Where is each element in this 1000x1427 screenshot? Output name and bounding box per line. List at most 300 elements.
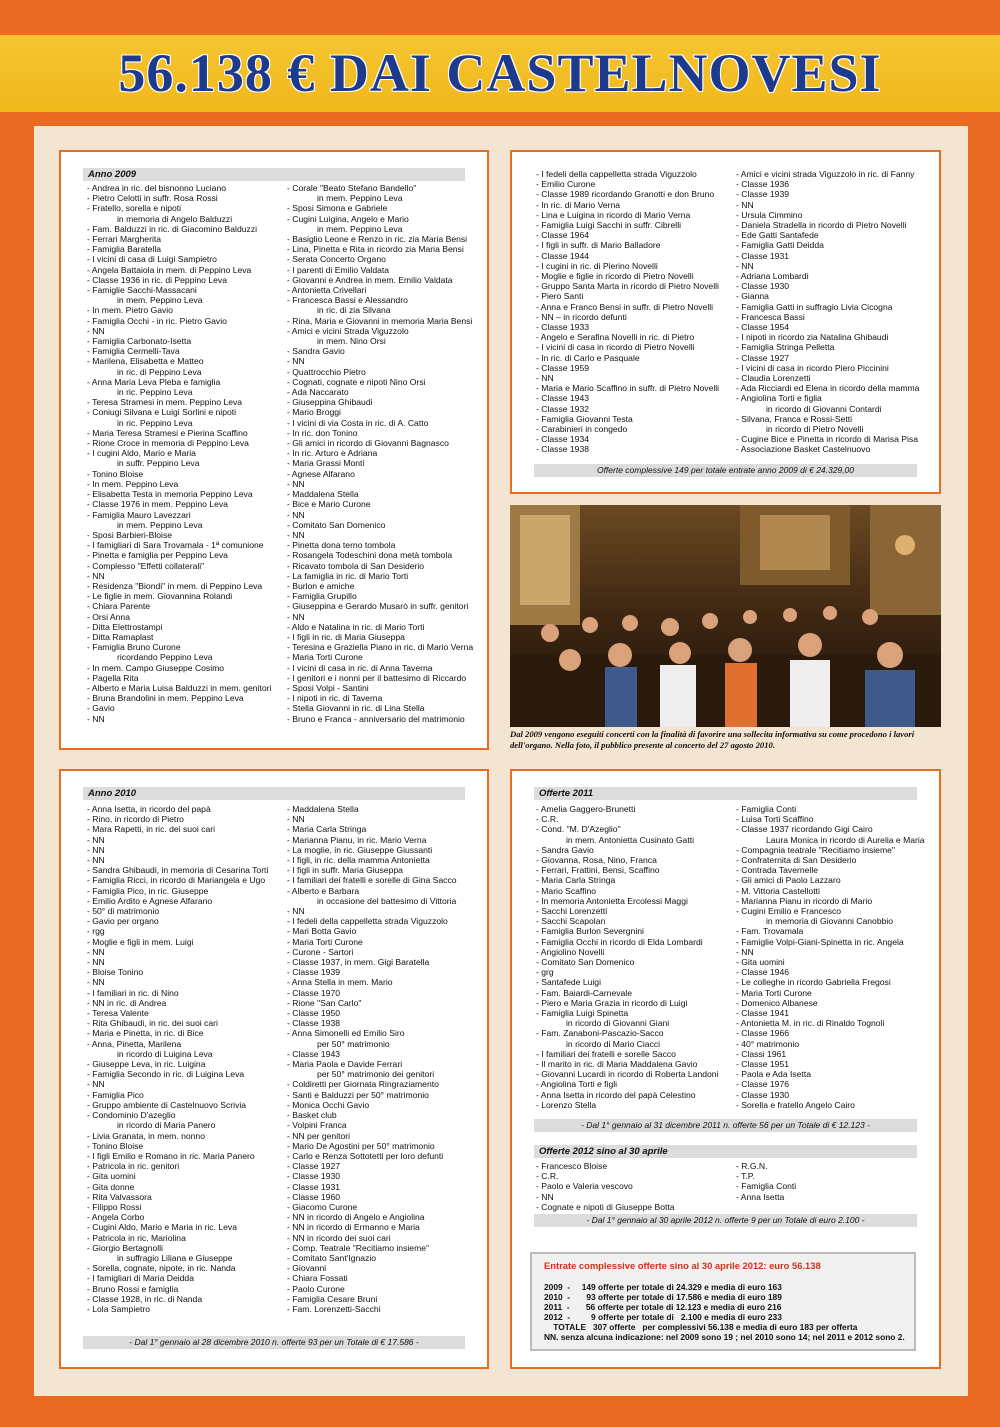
- list-item: - Le figlie in mem. Giovannina Rolandi: [87, 591, 233, 602]
- list-item: - I vicini di casa di Luigi Sampietro: [87, 254, 217, 265]
- list-item: - Angelo e Serafina Novelli in ric. di Pietro: [536, 332, 695, 343]
- list-item: - Gita donne: [87, 1181, 135, 1192]
- list-item: - In ric. Arturo e Adriana: [287, 448, 378, 459]
- list-item: - Marianna Pianu in ricordo di Mario: [736, 895, 873, 906]
- list-item: - Classe 1939: [736, 189, 790, 200]
- list-item: - Bruno e Franca - anniversario del matrimonio: [287, 713, 465, 724]
- list-item: - Gruppo Santa Marta in ricordo di Pietro Novelli: [536, 281, 719, 292]
- list-item: - Giuseppe Leva, in ric. Luigina: [87, 1059, 206, 1070]
- list-item: - NN: [287, 478, 305, 489]
- list-item: - Sorella e fratello Angelo Cairo: [736, 1099, 855, 1110]
- list-item: - Chiara Parente: [87, 601, 151, 612]
- list-item: - Famiglia Bruno Curone: [87, 642, 181, 653]
- list-item: - Chiara Fossati: [287, 1273, 348, 1284]
- list-item: - In mem. Pietro Gavio: [87, 305, 173, 316]
- list-item: - I familiari in ric. di Nino: [87, 987, 179, 998]
- list-column: [87, 183, 287, 724]
- list-item: - Elisabetta Testa in memoria Peppino Leva: [87, 489, 253, 500]
- list-item: - Mari Botta Gavio: [287, 926, 357, 937]
- list-item: in mem. Peppino Leva: [117, 295, 203, 306]
- list-item: - Sposi Simona e Gabriele: [287, 203, 388, 214]
- list-item: - NN: [536, 1191, 554, 1202]
- list-item: in ric. Peppino Leva: [117, 417, 193, 428]
- list-item: - Teresina e Graziella Piano in ric. di Mario Verna: [287, 642, 474, 653]
- list-item: - Anna Maria Leva Pleba e famiglia: [87, 376, 221, 387]
- list-item: - Maria Torti Curone: [736, 987, 812, 998]
- list-item: - NN: [87, 713, 105, 724]
- list-item: - Classe 1927: [736, 352, 790, 363]
- list-item: - Quattrocchio Pietro: [287, 366, 366, 377]
- list-item: - grg: [536, 967, 554, 978]
- list-item: - NN: [87, 844, 105, 855]
- list-item: - Cugine Bice e Pinetta in ricordo di Marisa Pisa: [736, 434, 918, 445]
- list-item: - 50° di matrimonio: [87, 906, 160, 917]
- list-item: - NN in ricordo dei suoi cari: [287, 1232, 391, 1243]
- list-item: - I vicini di casa in ricordo Piero Piccinini: [736, 362, 889, 373]
- list-item: - Rosangela Todeschini dona metà tombola: [287, 550, 453, 561]
- list-item: - I fedeli della cappelletta strada Viguzzolo: [536, 169, 697, 179]
- list-column: [287, 183, 485, 724]
- list-item: - Classe 1944: [536, 250, 590, 261]
- list-item: - Classe 1943: [287, 1048, 341, 1059]
- list-item: - In ric. di Mario Verna: [536, 199, 621, 210]
- list-item: per 50° matrimonio: [317, 1038, 390, 1049]
- list-item: - Lina, Pinetta e Rita in ricordo zia Maria Bensi: [287, 244, 464, 255]
- list-item: - Gianna: [736, 291, 769, 302]
- list-item: - Ferrari Margherita: [87, 234, 162, 245]
- list-item: - Filippo Rossi: [87, 1201, 142, 1212]
- list-item: - I famigliari di Sara Trovamala - 1ª comunione: [87, 540, 264, 551]
- list-item: - Classe 1937, in mem. Gigi Baratella: [287, 957, 430, 968]
- list-item: in ricordo di Mario Ciacci: [566, 1038, 661, 1049]
- list-item: - Angiolina Torti e figli: [536, 1079, 618, 1090]
- list-item: - NN in ricordo di Angelo e Angiolina: [287, 1212, 425, 1223]
- list-item: in ric. di zia Silvana: [317, 305, 391, 316]
- list-item: - Residenza "Biondi" in mem. di Peppino Leva: [87, 580, 263, 591]
- list-item: - Corale "Beato Stefano Bandello": [287, 183, 417, 193]
- list-item: - Silvana, Franca e Rossi-Setti: [736, 413, 853, 424]
- section-header: Anno 2009: [83, 168, 465, 181]
- list-item: - Il marito in ric. di Maria Maddalena Gavio: [536, 1059, 698, 1070]
- list-item: - Sposi Volpi - Santini: [287, 682, 369, 693]
- list-item: - Pinetta dona terno tombola: [287, 540, 396, 551]
- list-item: - Adriana Lombardi: [736, 271, 809, 282]
- list-item: - I nipoti in ricordo zia Natalina Ghibaudi: [736, 332, 889, 343]
- list-item: - Sandra Gavio: [287, 346, 345, 357]
- list-item: - NN: [287, 814, 305, 825]
- list-item: - Classe 1937 ricordando Gigi Cairo: [736, 824, 873, 835]
- summary-row: TOTALE 307 offerte per complessivi 56.138 e media di euro 183 per offerta: [544, 1322, 858, 1332]
- list-item: in ricordo di Luigina Leva: [117, 1048, 213, 1059]
- list-item: in ric. Peppino Leva: [117, 387, 193, 398]
- list-item: - Mario Scaffino: [536, 885, 597, 896]
- list-item: in ricordo di Pietro Novelli: [766, 424, 864, 435]
- list-item: - Maddalena Stella: [287, 489, 359, 500]
- list-item: - Contrada Tavernelle: [736, 865, 819, 876]
- list-item: - Giacomo Curone: [287, 1201, 358, 1212]
- section-header: Anno 2010: [83, 787, 465, 800]
- list-item: - Maria Grassi Monti: [287, 458, 365, 469]
- list-item: in ric. di Peppino Leva: [117, 366, 202, 377]
- list-item: - Patricola in ric. Mariolina: [87, 1232, 186, 1243]
- list-item: - Famiglia Occhi - in ric. Pietro Gavio: [87, 315, 227, 326]
- list-column: [287, 804, 485, 1314]
- list-item: - Le colleghe in ricordo Gabriella Fregosi: [736, 977, 891, 988]
- list-item: in mem. Antonietta Cusinato Gatti: [566, 834, 695, 845]
- list-item: - Fam. Trovamala: [736, 926, 804, 937]
- list-item: - Santafede Luigi: [536, 977, 601, 988]
- list-item: - Amici e vicini strada Viguzzolo in ric. di Fanny: [736, 169, 915, 179]
- list-item: - NN: [736, 199, 754, 210]
- list-item: - Famiglia Gatti Deidda: [736, 240, 824, 251]
- summary-title: Entrate complessive offerte sino al 30 aprile 2012: euro 56.138: [544, 1260, 821, 1271]
- list-item: - NN: [287, 906, 305, 917]
- list-item: - In ric. don Tonino: [287, 427, 358, 438]
- list-item: in mem. Peppino Leva: [317, 223, 403, 234]
- list-item: - I figli in ric. di Maria Giuseppa: [287, 631, 405, 642]
- list-item: - Famiglia Secondo in ric. di Luigina Leva: [87, 1069, 245, 1080]
- list-item: - Gruppo ambiente di Castelnuovo Scrivia: [87, 1099, 247, 1110]
- list-item: - Fam. Lorenzetti-Sacchi: [287, 1303, 381, 1314]
- list-item: - Classe 1927: [287, 1161, 341, 1172]
- list-item: - Serata Concerto Organo: [287, 254, 386, 265]
- list-item: ricordando Peppino Leva: [117, 652, 213, 663]
- list-item: - Paolo e Valeria vescovo: [536, 1181, 633, 1192]
- list-item: - Fam. Zanaboni-Pascazio-Sacco: [536, 1028, 664, 1039]
- list-item: - NN: [87, 1079, 105, 1090]
- list-item: - Coldiretti per Giornata Ringraziamento: [287, 1079, 439, 1090]
- list-item: - Stella Giovanni in ric. di Lina Stella: [287, 703, 425, 714]
- list-item: - I nipoti in ric. di Taverna: [287, 693, 383, 704]
- list-item: - Piero Santi: [536, 291, 584, 302]
- list-item: - Famiglia Pico, in ric. Giuseppe: [87, 885, 209, 896]
- list-item: - Classe 1976: [736, 1079, 790, 1090]
- list-item: - Classe 1946: [736, 967, 790, 978]
- list-item: - Antonietta M. in ric. di Rinaldo Tognoli: [736, 1018, 885, 1029]
- list-item: - Classe 1931: [736, 250, 790, 261]
- list-item: - Fam. Balduzzi in ric. di Giacomino Balduzzi: [87, 223, 258, 234]
- list-column: [736, 1161, 937, 1202]
- list-item: - NN per genitori: [287, 1130, 351, 1141]
- list-item: - 40° matrimonio: [736, 1038, 800, 1049]
- list-item: - Rina, Maria e Giovanni in memoria Maria Bensi: [287, 315, 473, 326]
- list-item: - Francesco Bloise: [536, 1161, 608, 1171]
- list-item: - Anna, Pinetta, Marilena: [87, 1038, 182, 1049]
- list-item: - Bruna Brandolini in mem. Peppino Leva: [87, 693, 244, 704]
- list-item: - Sorella, cognate, nipote, in ric. Nanda: [87, 1263, 236, 1274]
- summary-row: NN. senza alcuna indicazione: nel 2009 sono 19 ; nel 2010 sono 14; nel 2011 e 2012 sono 2.: [544, 1332, 905, 1342]
- list-item: - Paolo Curone: [287, 1283, 345, 1294]
- list-item: - I parenti di Emilio Valdata: [287, 264, 390, 275]
- list-item: - In ric. di Carlo e Pasquale: [536, 352, 640, 363]
- list-item: - Maria Torti Curone: [287, 936, 363, 947]
- list-item: - Lola Sampietro: [87, 1303, 151, 1314]
- list-item: - Fam. Baiardi-Carnevale: [536, 987, 632, 998]
- list-item: - Angela Corbo: [87, 1212, 145, 1223]
- list-item: in memoria di Angelo Balduzzi: [117, 213, 233, 224]
- list-item: in suffr. Peppino Leva: [117, 458, 200, 469]
- list-item: - Comitato Sant'Ignazio: [287, 1252, 377, 1263]
- list-item: - La famiglia in ric. di Mario Torti: [287, 570, 409, 581]
- list-item: - I figli Emilio e Romano in ric. Maria Panero: [87, 1150, 255, 1161]
- list-item: - In mem. Peppino Leva: [87, 478, 179, 489]
- list-item: - Famiglia Pico: [87, 1089, 144, 1100]
- list-item: - rgg: [87, 926, 105, 937]
- list-item: - Maria Teresa Stramesi e Pierina Scaffino: [87, 427, 248, 438]
- list-item: - Sandra Gavio: [536, 844, 594, 855]
- list-item: - Sandra Ghibaudi, in memoria di Cesarina Torti: [87, 865, 269, 876]
- list-item: - NN: [87, 855, 105, 866]
- list-item: - NN: [536, 373, 554, 384]
- concert-photo: [510, 505, 941, 727]
- panel-2010: [59, 769, 489, 1369]
- list-item: - Maria e Pinetta, in ric. di Bice: [87, 1028, 204, 1039]
- list-item: - Famiglia Luigi Spinetta: [536, 1008, 629, 1019]
- list-item: - Anna Stella in mem. Mario: [287, 977, 393, 988]
- list-item: - Andrea in ric. del bisnonno Luciano: [87, 183, 227, 193]
- list-item: - I figli in suffr. di Mario Balladore: [536, 240, 661, 251]
- list-item: - In mem. Campo Giuseppe Cosimo: [87, 662, 225, 673]
- list-item: - Classe 1938: [287, 1018, 341, 1029]
- list-item: - Maria Carla Stringa: [536, 875, 616, 886]
- list-item: - Giovanni Lucardi in ricordo di Roberta Landoni: [536, 1069, 719, 1080]
- list-item: - Famiglia Cesare Bruni: [287, 1293, 378, 1304]
- list-item: - Francesca Bassi: [736, 311, 805, 322]
- list-item: - Famiglia Cermelli-Tava: [87, 346, 180, 357]
- panel-2009: [59, 150, 489, 750]
- list-item: - Famiglia Burlon Severgnini: [536, 926, 644, 937]
- list-item: - Classe 1930: [736, 281, 790, 292]
- list-item: - Rino, in ricordo di Pietro: [87, 814, 184, 825]
- list-item: - Giovanna, Rosa, Nino, Franca: [536, 855, 657, 866]
- list-item: - Classe 1970: [287, 987, 341, 998]
- list-item: - Comp. Teatrale "Recitiamo insieme": [287, 1242, 430, 1253]
- list-item: - Francesca Bassi e Alessandro: [287, 295, 408, 306]
- list-item: - Lina e Luigina in ricordo di Mario Verna: [536, 209, 691, 220]
- list-item: - Burlon e amiche: [287, 580, 355, 591]
- list-item: - Gli amici di Paolo Lazzaro: [736, 875, 841, 886]
- section-footer: - Dal 1° gennaio al 28 dicembre 2010 n. offerte 93 per un Totale di € 17.586 -: [83, 1336, 465, 1349]
- list-item: - Classe 1932: [536, 403, 590, 414]
- list-item: - Pinetta e famiglia per Peppino Leva: [87, 550, 228, 561]
- list-item: in suffragio Liliana e Giuseppe: [117, 1252, 233, 1263]
- section-footer: - Dal 1° gennaio al 31 dicembre 2011 n. offerte 56 per un Totale di € 12.123 -: [534, 1119, 917, 1132]
- list-item: - Ricavato tombola di San Desiderio: [287, 560, 425, 571]
- list-item: - NN: [287, 529, 305, 540]
- list-item: - Classe 1936: [736, 179, 790, 190]
- list-item: - Famiglia Grupillo: [287, 591, 357, 602]
- list-item: - NN: [736, 946, 754, 957]
- list-item: - Ditta Elettrostampi: [87, 621, 163, 632]
- list-item: - Classe 1936 in ric. di Peppino Leva: [87, 274, 227, 285]
- list-item: - Fratello, sorella e nipoti: [87, 203, 182, 214]
- list-item: - Ferrari, Frattini, Bensi, Scaffino: [536, 865, 660, 876]
- list-item: - I figli, in ric. della mamma Antonietta: [287, 855, 430, 866]
- list-item: - I famigliari di Maria Deidda: [87, 1273, 194, 1284]
- list-item: - Classi 1961: [736, 1048, 787, 1059]
- list-item: in mem. Peppino Leva: [117, 519, 203, 530]
- list-item: - Angiolino Novelli: [536, 946, 605, 957]
- list-item: - Confraternita di San Desiderio: [736, 855, 857, 866]
- list-item: in ricordo di Giovanni Giani: [566, 1018, 670, 1029]
- list-item: - I familiari dei fratelli e sorelle Sacco: [536, 1048, 676, 1059]
- list-item: - Giovanni e Andrea in mem. Emilio Valdata: [287, 274, 453, 285]
- list-item: - Famiglia Baratella: [87, 244, 162, 255]
- list-item: - Classe 1930: [736, 1089, 790, 1100]
- summary-row: 2011 - 56 offerte per totale di 12.123 e media di euro 216: [544, 1302, 782, 1312]
- list-item: - Cond. "M. D'Azeglio": [536, 824, 621, 835]
- list-item: - Cugini Aldo, Mario e Maria in ric. Leva: [87, 1222, 237, 1233]
- list-item: - NN: [87, 570, 105, 581]
- list-item: - Classe 1938: [536, 444, 590, 455]
- list-item: - Basket club: [287, 1110, 337, 1121]
- list-item: - Aldo e Natalina in ric. di Mario Torti: [287, 621, 425, 632]
- list-item: - NN: [87, 977, 105, 988]
- list-item: - Giovanni: [287, 1263, 327, 1274]
- list-item: - Classe 1943: [536, 393, 590, 404]
- section-footer-2012: - Dal 1° gennaio al 30 aprile 2012 n. offerte 9 per un Totale di euro 2.100 -: [534, 1214, 917, 1227]
- list-item: - Gavio: [87, 703, 115, 714]
- list-item: - Bloise Tonino: [87, 967, 144, 978]
- list-item: - I familiari dei fratelli e sorelle di Gina Sacco: [287, 875, 457, 886]
- list-item: - Bice e Mario Curone: [287, 499, 371, 510]
- list-item: - Classe 1941: [736, 1008, 790, 1019]
- list-item: - Ursula Cimmino: [736, 209, 803, 220]
- list-item: - Ditta Ramaplast: [87, 631, 154, 642]
- list-item: - Anna Isetta: [736, 1191, 785, 1202]
- list-item: in mem. Peppino Leva: [317, 193, 403, 204]
- list-item: - Carlo e Renza Sottotetti per loro defunti: [287, 1150, 444, 1161]
- list-item: - Gavio per organo: [87, 916, 159, 927]
- list-item: - Condominio D'azeglio: [87, 1110, 176, 1121]
- list-item: - Ada Naccarato: [287, 387, 349, 398]
- summary-box: [530, 1252, 916, 1351]
- list-item: - Piero e Maria Grazia in ricordo di Luigi: [536, 997, 688, 1008]
- list-item: - Marilena, Elisabetta e Matteo: [87, 356, 204, 367]
- list-item: in occasione del battesimo di Vittoria: [317, 895, 457, 906]
- list-item: - I genitori e i nonni per il battesimo di Riccardo: [287, 672, 467, 683]
- list-item: - Carabinieri in congedo: [536, 424, 628, 435]
- list-item: - Gita uomini: [736, 957, 785, 968]
- list-item: - Ada Ricciardi ed Elena in ricordo della mamma: [736, 383, 920, 394]
- list-item: - NN: [736, 260, 754, 271]
- section-header: Offerte 2011: [534, 787, 917, 800]
- section-footer: Offerte complessive 149 per totale entrate anno 2009 di € 24.329,00: [534, 464, 917, 477]
- list-item: - NN in ricordo di Ermanno e Maria: [287, 1222, 420, 1233]
- list-item: - Compagnia teatrale "Recitiamo insieme": [736, 844, 895, 855]
- list-item: - Classe 1928, in ric. di Nanda: [87, 1293, 203, 1304]
- list-item: - Monica Occhi Gavio: [287, 1099, 370, 1110]
- list-item: - Daniela Stradella in ricordo di Pietro Novelli: [736, 220, 907, 231]
- list-item: - Agnese Alfarano: [287, 468, 355, 479]
- list-item: - Angiolina Torti e figlia: [736, 393, 822, 404]
- list-item: - NN: [287, 611, 305, 622]
- list-item: - Basiglio Leone e Renzo in ric. zia Maria Bensi: [287, 234, 468, 245]
- list-item: - Angela Battaiola in mem. di Peppino Leva: [87, 264, 252, 275]
- summary-row: 2009 - 149 offerte per totale di 24.329 e media di euro 163: [544, 1282, 782, 1292]
- list-item: - R.G.N.: [736, 1161, 768, 1171]
- list-item: - Famiglia Gatti in suffragio Livia Cicogna: [736, 301, 893, 312]
- list-item: - Mara Rapetti, in ric. dei suoi cari: [87, 824, 215, 835]
- summary-row: 2012 - 9 offerte per totale di 2.100 e media di euro 233: [544, 1312, 782, 1322]
- list-column: [736, 169, 937, 455]
- list-item: - Maddalena Stella: [287, 804, 359, 814]
- list-item: - Claudia Lorenzetti: [736, 373, 811, 384]
- list-item: - Famiglia Luigi Sacchi in suffr. Cibrelli: [536, 220, 682, 231]
- list-item: - Classe 1950: [287, 1008, 341, 1019]
- list-item: - Maria Torti Curone: [287, 652, 363, 663]
- list-item: - Famiglia Conti: [736, 804, 797, 814]
- list-item: - Classe 1966: [736, 1028, 790, 1039]
- list-item: - Maria e Mario Scaffino in suffr. di Pietro Novelli: [536, 383, 720, 394]
- list-item: - Sposi Barbieri-Bloise: [87, 529, 173, 540]
- page-title: 56.138 € DAI CASTELNOVESI: [118, 43, 882, 103]
- list-item: - Famiglie Sacchi-Massacani: [87, 285, 197, 296]
- list-item: in memoria di Giovanni Canobbio: [766, 916, 894, 927]
- list-item: - Classe 1930: [287, 1171, 341, 1182]
- list-item: - Classe 1960: [287, 1191, 341, 1202]
- list-item: in mem. Nino Orsi: [317, 336, 386, 347]
- list-item: - Antonietta Crivellari: [287, 285, 367, 296]
- list-item: - Associazione Basket Castelnuovo: [736, 444, 871, 455]
- list-item: - Classe 1939: [287, 967, 341, 978]
- list-item: - Moglie e figlie in ricordo di Pietro Novelli: [536, 271, 694, 282]
- list-item: - I cugini Aldo, Mario e Maria: [87, 448, 196, 459]
- list-item: - Rita Valvassora: [87, 1191, 152, 1202]
- list-item: - I figli in suffr. Maria Giuseppa: [287, 865, 403, 876]
- list-item: - Complesso "Effetti collaterali": [87, 560, 205, 571]
- list-item: - NN: [87, 957, 105, 968]
- photo-caption: Dal 2009 vengono eseguiti concerti con la finalità di favorire una sollecita informativa su come procedono i lavori dell'organo. Nella foto, il pubblico presente al concerto del 27 agosto 2010.: [510, 729, 915, 750]
- list-item: - NN: [87, 946, 105, 957]
- list-item: - Lorenzo Stella: [536, 1099, 597, 1110]
- list-item: - Classe 1934: [536, 434, 590, 445]
- list-item: - Gita uomini: [87, 1171, 136, 1182]
- list-item: - La moglie, in ric. Giuseppe Giussanti: [287, 844, 433, 855]
- list-item: - NN: [87, 834, 105, 845]
- list-item: - Emilio Curone: [536, 179, 596, 190]
- list-item: - Emilio Ardito e Agnese Alfarano: [87, 895, 213, 906]
- list-item: - Tonino Bloise: [87, 468, 144, 479]
- list-item: - C.R.: [536, 814, 559, 825]
- list-item: - Ede Gatti Santafede: [736, 230, 819, 241]
- summary-row: 2010 - 93 offerte per totale di 17.586 e media di euro 189: [544, 1292, 782, 1302]
- list-item: - Cognate e nipoti di Giuseppe Botta: [536, 1201, 675, 1212]
- list-item: - NN: [87, 325, 105, 336]
- list-item: - NN: [287, 509, 305, 520]
- list-item: - Classe 1931: [287, 1181, 341, 1192]
- list-item: - Famiglie Volpi-Giani-Spinetta in ric. Angela: [736, 936, 904, 947]
- list-column: [736, 804, 937, 1110]
- list-item: - Mario Broggi: [287, 407, 341, 418]
- list-item: - Cugini Emilio e Francesco: [736, 906, 842, 917]
- list-item: - Famiglia Mauro Lavezzari: [87, 509, 191, 520]
- list-item: - Famiglia Giovanni Testa: [536, 413, 633, 424]
- list-item: - Classe 1954: [736, 322, 790, 333]
- list-item: - I fedeli della cappelletta strada Viguzzolo: [287, 916, 448, 927]
- list-item: - Rione Croce in memoria di Peppino Leva: [87, 438, 249, 449]
- list-item: - Gli amici in ricordo di Giovanni Bagnasco: [287, 438, 449, 449]
- list-item: - Teresa Valente: [87, 1008, 149, 1019]
- list-item: - Famiglia Occhi in ricordo di Elda Lombardi: [536, 936, 703, 947]
- list-item: - Famiglia Ricci, in ricordo di Mariangela e Ugo: [87, 875, 266, 886]
- list-item: - Anna Isetta, in ricordo del papà: [87, 804, 211, 814]
- list-item: - Coniugi Silvana e Luigi Sorlini e nipoti: [87, 407, 237, 418]
- list-item: - Comitato San Domenico: [287, 519, 386, 530]
- list-item: per 50° matrimonio dei genitori: [317, 1069, 435, 1080]
- list-item: - Comitato San Domenico: [536, 957, 635, 968]
- list-item: - Maria Carla Stringa: [287, 824, 367, 835]
